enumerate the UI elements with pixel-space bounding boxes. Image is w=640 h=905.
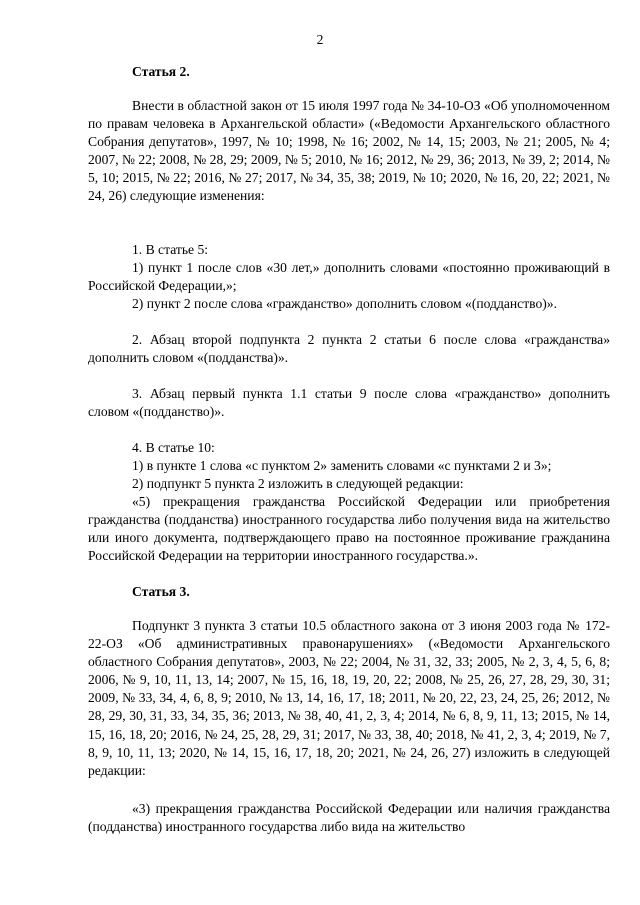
article-2-item-4-subitem-1: 1) в пункте 1 слова «с пунктом 2» заменить словами «с пунктами 2 и 3»; [132,458,552,473]
article-2-item-2: 2. Абзац второй подпункта 2 пункта 2 статьи 6 после слова «гражданства» дополнить словом «(подданства)». [88,332,610,366]
article-3-intro: Подпункт 3 пункта 3 статьи 10.5 областного закона от 3 июня 2003 года № 172-22-ОЗ «Об административных правонарушениях» («Ведомости Архангельского областного Собрания депутатов», 2003, № 22; 2004, № 31, 32, 33; 2005, № 2, 3, 4, 5, 6, 8; 2006, № 9, 10, 11, 13, 14; 2007, № 15, 16, 18, 19, 20, 22; 2008, № 25, 26, 27, 28, 29, 30, 31; 2009, № 33, 34, 4, 6, 8, 9; 2010, № 13, 14, 16, 17, 18; 2011, № 20, 22, 23, 24, 25, 26; 2012, № 28, 29, 30, 31, 33, 34, 35, 36; 2013, № 38, 40, 41, 2, 3, 4; 2014, № 6, 8, 9, 11, 13; 2015, № 14, 15, 16, 18, 20; 2016, № 24, 25, 28, 29, 31; 2017, № 33, 38, 40; 2018, № 41, 2, 3, 4; 2019, № 7, 8, 9, 10, 11, 13; 2020, № 14, 15, 16, 17, 18, 20; 2021, № 24, 26, 27) изложить в следующей редакции: [88,618,610,778]
article-2-intro: Внести в областной закон от 15 июля 1997 года № 34-10-ОЗ «Об уполномоченном по правам человека в Архангельской области» («Ведомости Архангельского областного Собрания депутатов», 1997, № 10; 1998, № 16; 2002, № 14, 15; 2003, № 21; 2005, № 4; 2007, № 22; 2008, № 28, 29; 2009, № 5; 2010, № 16; 2012, № 29, 36; 2013, № 39, 2; 2014, № 5, 10; 2015, № 22; 2016, № 27; 2017, № 34, 35, 38; 2019, № 10; 2020, № 16, 20, 22; 2021, № 24, 26) следующие изменения: [88,98,610,204]
page-number: 2 [316,32,324,47]
article-3-quote: «3) прекращения гражданства Российской Федерации или наличия гражданства (подданства) иностранного государства либо вида на жительство [88,801,610,835]
article-2-item-1-subitem-2: 2) пункт 2 после слова «гражданство» дополнить словом «(подданство)». [132,296,558,311]
article-3-heading: Статья 3. [132,584,190,599]
article-2-item-1-title: 1. В статье 5: [132,242,209,257]
article-2-item-4-title: 4. В статье 10: [132,440,215,455]
article-2-item-1-subitem-1: 1) пункт 1 после слов «30 лет,» дополнить словами «постоянно проживающий в Российской Федерации,»; [88,260,610,294]
article-2-item-3: 3. Абзац первый пункта 1.1 статьи 9 после слова «гражданство» дополнить словом «(подданство)». [88,386,610,420]
article-2-heading: Статья 2. [132,64,190,79]
article-2-item-4-subitem-2: 2) подпункт 5 пункта 2 изложить в следующей редакции: [132,476,464,491]
article-2-item-4-quote: «5) прекращения гражданства Российской Федерации или приобретения гражданства (подданства) иностранного государства либо получения вида на жительство или иного документа, подтверждающего право на постоянное проживание гражданина Российской Федерации на территории иностранного государства.». [88,494,610,564]
